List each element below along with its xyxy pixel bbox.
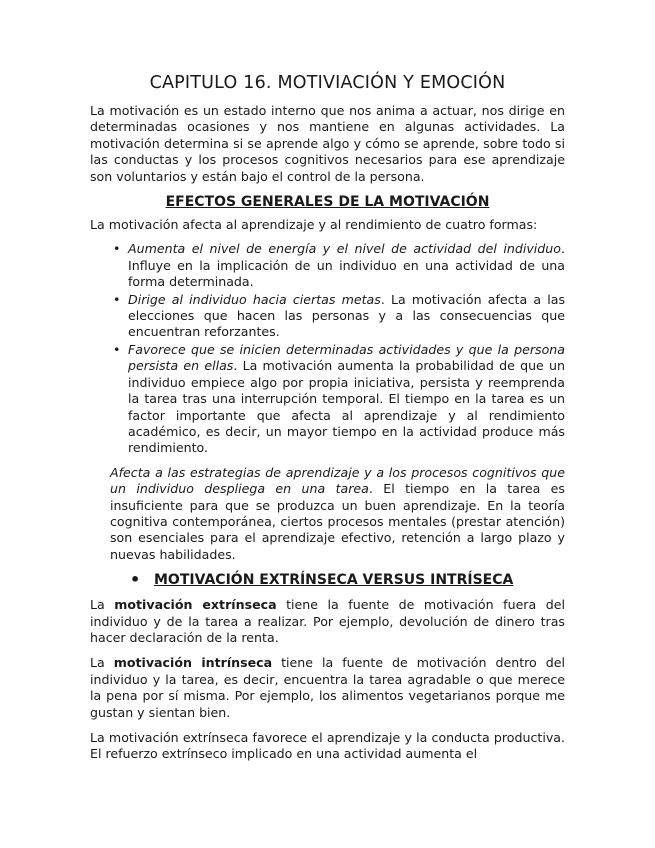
paragraph-text: tiene la fuente de motivación fuera del individuo y de la tarea a realizar. Por ejemplo, devolución de dinero tras hacer declaración de la renta. [90,597,565,645]
section-heading-effects: EFECTOS GENERALES DE LA MOTIVACIÓN [165,194,490,211]
bullet-icon: • [113,291,121,307]
list-item [90,292,565,341]
list-item-italic: Aumenta el nivel de energía y el nivel de actividad del individuo [128,241,561,257]
paragraph-text: La [90,655,114,671]
intro-paragraph: La motivación es un estado interno que nos anima a actuar, nos dirige en determinadas ocasiones y nos mantiene en algunas actividades. La motivación determina si se aprende algo y cómo se aprende, sobre todo si las conductas y los procesos cognitivos necesarios para ese aprendizaje son voluntarios y están bajo el control de la persona. [90,103,565,184]
section-heading-motivation-text: MOTIVACIÓN EXTRÍNSECA VERSUS INTRÍSECA [154,572,514,589]
list-item-italic: Favorece que se inicien determinadas actividades y que la persona persista en ellas [128,341,565,374]
bullet-icon: • [113,241,121,257]
document-page [90,72,565,763]
fourth-effect-text: . El tiempo en la tarea es insuficiente para que se produzca un buen aprendizaje. En la teoría cognitiva contemporánea, ciertos procesos mentales (prestar atención) son esenciales para el aprendizaje efectivo, retención a largo plazo y nuevas habilidades. [110,481,565,562]
fourth-effect-italic: Afecta a las estrategias de aprendizaje y a los procesos cognitivos que un individuo despliega en una tarea [110,464,565,497]
list-item [90,342,565,457]
section-heading-motivation [90,571,565,589]
term-extrinsic: motivación extrínseca [114,597,277,613]
effects-lead-paragraph: La motivación afecta al aprendizaje y al rendimiento de cuatro formas: [90,217,538,233]
extrinsic-paragraph [90,597,565,646]
list-item-text: . La motivación afecta a las elecciones que hacen las personas y a las consecuencias que encuentran reforzantes. [128,291,566,340]
list-item [90,241,565,290]
list-item-italic: Dirige al individuo hacia ciertas metas [128,291,381,307]
list-item-text: . La motivación aumenta la probabilidad de que un individuo empiece algo por propia iniciativa, persista y reemprenda la tarea tras una interrupción temporal. El tiempo en la tarea es un factor importante que afecta al aprendizaje y al rendimiento académico, es decir, un mayor tiempo en la actividad produce más rendimiento. [128,358,565,456]
term-intrinsic: motivación intrínseca [113,655,273,671]
bullet-icon: • [113,341,121,357]
fourth-effect-paragraph [90,465,565,563]
extrinsic-effect-paragraph: La motivación extrínseca favorece el aprendizaje y la conducta productiva. El refuerzo extrínseco implicado en una actividad aumenta el [90,730,565,762]
intrinsic-paragraph [90,655,565,721]
paragraph-text: La [90,597,115,613]
page-title: CAPITULO 16. MOTIVIACIÓN Y EMOCIÓN [149,73,506,93]
bullet-icon: • [130,570,141,590]
list-item-text: . Influye en la implicación de un individuo en una actividad de una forma determinada. [128,241,565,290]
paragraph-text: tiene la fuente de motivación dentro del individuo y la tarea, es decir, encuentra la tarea agradable o que merece la pena por sí misma. Por ejemplo, los alimentos vegetarianos porque me gustan y sientan bien. [90,655,565,720]
effects-list [90,241,565,456]
